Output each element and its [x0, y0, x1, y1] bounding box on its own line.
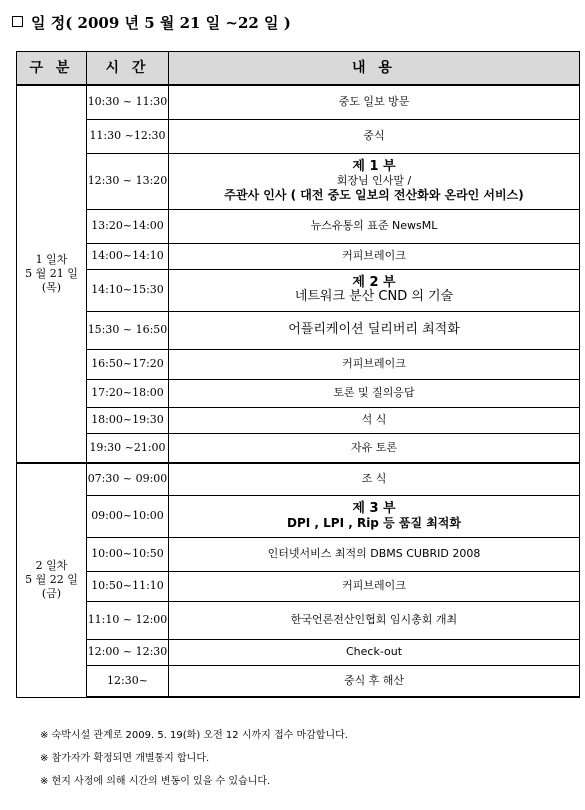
content-cell — [169, 379, 580, 407]
content-line: 커피브레이크 — [342, 357, 406, 370]
content-line: 커피브레이크 — [342, 249, 406, 262]
table-row — [17, 119, 580, 153]
content-line: 커피브레이크 — [342, 579, 406, 592]
table-row — [17, 153, 580, 209]
content-line: 어플리케이션 딜리버리 최적화 — [288, 322, 460, 337]
day-label-line: 2 일차 — [35, 559, 68, 573]
content-cell — [169, 639, 580, 665]
content-line: 중식 — [363, 129, 385, 142]
time-cell: 07:30 ~ 09:00 — [87, 463, 169, 495]
time-cell: 11:10 ~ 12:00 — [87, 601, 169, 639]
note-line: ※ 숙박시설 관계로 2009. 5. 19(화) 오전 12 시까지 접수 마감합니다. — [40, 730, 348, 741]
content-line: 주관사 인사 ( 대전 중도 일보의 전산화와 온라인 서비스) — [224, 188, 524, 202]
content-cell — [169, 85, 580, 119]
table-row — [17, 85, 580, 119]
time-cell: 15:30 ~ 16:50 — [87, 311, 169, 349]
table-row — [17, 639, 580, 665]
note-line: ※ 현지 사정에 의해 시간의 변동이 있을 수 있습니다. — [40, 776, 271, 787]
table-row — [17, 269, 580, 311]
table-row — [17, 495, 580, 537]
content-line: 석 식 — [361, 413, 387, 426]
table-row — [17, 407, 580, 433]
time-cell: 19:30 ~21:00 — [87, 433, 169, 463]
time-cell: 12:30~ — [87, 665, 169, 697]
content-line: 중식 후 해산 — [343, 673, 405, 687]
schedule-title — [12, 8, 291, 38]
content-cell — [169, 119, 580, 153]
time-cell: 12:00 ~ 12:30 — [87, 639, 169, 665]
table-row — [17, 379, 580, 407]
time-cell: 10:00~10:50 — [87, 537, 169, 571]
day-label-line: (목) — [41, 281, 62, 294]
content-cell — [169, 665, 580, 697]
content-line: 뉴스유통의 표준 NewsML — [310, 219, 438, 232]
table-row — [17, 601, 580, 639]
header-category: 구 분 — [17, 52, 87, 86]
content-cell — [169, 571, 580, 601]
time-cell: 10:50~11:10 — [87, 571, 169, 601]
content-cell — [169, 495, 580, 537]
header-content: 내 용 — [169, 52, 580, 86]
content-cell — [169, 463, 580, 495]
time-cell: 13:20~14:00 — [87, 209, 169, 243]
content-line: Check-out — [345, 645, 403, 658]
session-label: 제 3 부 — [352, 501, 396, 516]
time-cell: 17:20~18:00 — [87, 379, 169, 407]
notes — [40, 724, 348, 793]
checkbox-square-icon — [12, 16, 23, 27]
content-cell — [169, 153, 580, 209]
day-label-line: 5 월 22 일 — [25, 573, 78, 587]
table-row — [17, 433, 580, 463]
content-line: 한국언론전산인협회 임시총회 개최 — [290, 613, 458, 626]
table-row — [17, 349, 580, 379]
day-label-line: 5 월 21 일 — [25, 267, 78, 280]
time-cell: 09:00~10:00 — [87, 495, 169, 537]
schedule-body — [17, 85, 580, 697]
time-cell: 10:30 ~ 11:30 — [87, 85, 169, 119]
schedule-title-text: 일 정( 2009 년 5 월 21 일 ~22 일 ) — [31, 14, 291, 32]
time-cell: 11:30 ~12:30 — [87, 119, 169, 153]
session-label: 제 2 부 — [352, 275, 396, 290]
content-cell — [169, 433, 580, 463]
content-cell — [169, 209, 580, 243]
day-label-line: 1 일차 — [35, 253, 68, 266]
table-row — [17, 537, 580, 571]
table-header-row — [17, 52, 580, 86]
table-row — [17, 571, 580, 601]
table-row — [17, 209, 580, 243]
content-line: 토론 및 질의응답 — [333, 386, 415, 399]
note-line: ※ 참가자가 확정되면 개별통지 합니다. — [40, 753, 210, 764]
content-line: 회장님 인사말 / — [336, 174, 412, 187]
content-cell — [169, 243, 580, 269]
time-cell: 18:00~19:30 — [87, 407, 169, 433]
table-row — [17, 243, 580, 269]
content-line: 자유 토론 — [350, 440, 397, 454]
content-line: 조 식 — [361, 472, 387, 486]
table-row — [17, 665, 580, 697]
content-line: 인터넷서비스 최적의 DBMS CUBRID 2008 — [267, 547, 481, 560]
session-label: 제 1 부 — [352, 159, 396, 174]
content-cell — [169, 349, 580, 379]
table-row — [17, 463, 580, 495]
table-row — [17, 311, 580, 349]
content-cell — [169, 537, 580, 571]
content-cell — [169, 269, 580, 311]
day-label-cell — [17, 463, 87, 697]
content-cell — [169, 311, 580, 349]
day-label-line: (금) — [41, 587, 62, 601]
content-line: 네트워크 분산 CND 의 기술 — [294, 289, 454, 304]
content-line: DPI , LPI , Rip 등 품질 최적화 — [287, 516, 461, 530]
content-cell — [169, 407, 580, 433]
header-time: 시 간 — [87, 52, 169, 86]
day-label-cell — [17, 85, 87, 463]
schedule-table — [16, 51, 580, 698]
time-cell: 14:10~15:30 — [87, 269, 169, 311]
time-cell: 12:30 ~ 13:20 — [87, 153, 169, 209]
time-cell: 16:50~17:20 — [87, 349, 169, 379]
content-cell — [169, 601, 580, 639]
content-line: 중도 일보 방문 — [338, 95, 410, 109]
time-cell: 14:00~14:10 — [87, 243, 169, 269]
